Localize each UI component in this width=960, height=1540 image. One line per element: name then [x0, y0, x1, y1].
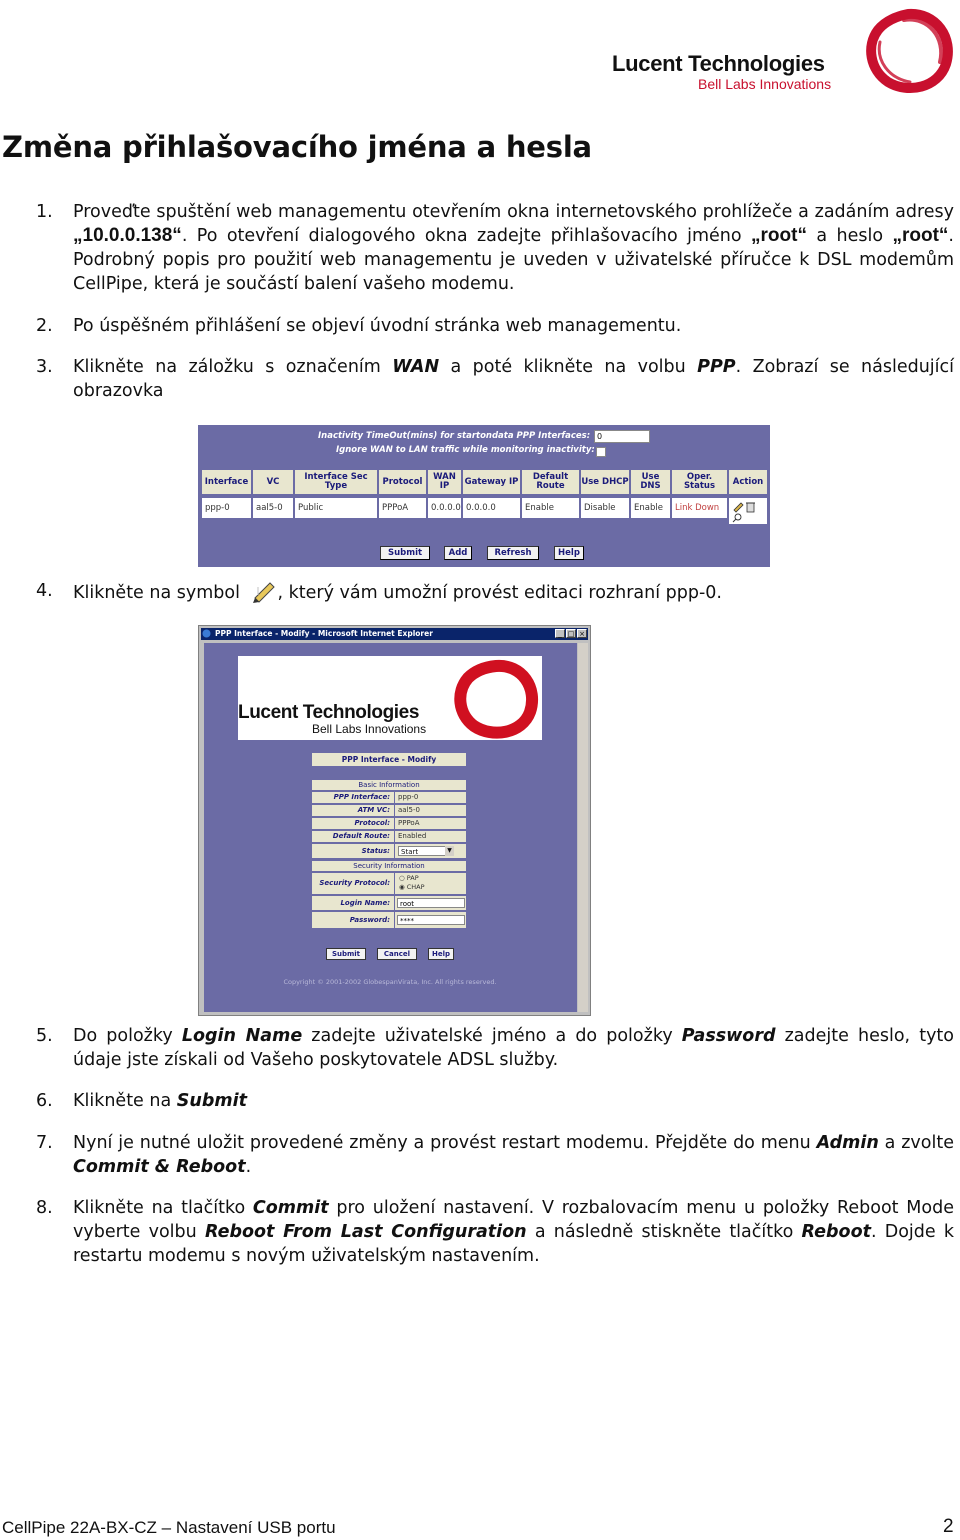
step-8	[0, 1196, 954, 1268]
lucent-ring-logo-icon	[858, 2, 958, 98]
table-cell: Public	[295, 498, 377, 518]
col-header: Use DHCP	[581, 470, 629, 494]
field-value: Enabled	[395, 831, 466, 842]
field-label: PPP Interface:	[312, 792, 394, 803]
step-text: Proveďte spuštění web managementu otevřením okna internetovského prohlížeče a zadáním adresy „10.0.0.138“. Po otevření dialogového okna zadejte přihlašovacího jméno „root“ a heslo „root“. Podrobný popis pro použití web managementu je uveden v uživatelské příručce k DSL modemům CellPipe, která je součástí balení vašeho modemu.	[73, 202, 954, 294]
timeout-input[interactable]: 0	[594, 430, 650, 443]
minimize-button[interactable]: _	[555, 629, 565, 638]
table-cell: Enable	[522, 498, 579, 518]
table-cell: 0.0.0.0	[463, 498, 520, 518]
cancel-button[interactable]: Cancel	[377, 948, 417, 960]
field-value: PPPoA	[395, 818, 466, 829]
col-header: Protocol	[379, 470, 426, 494]
step-text: Klikněte na Submit	[73, 1091, 247, 1111]
step-text: Klikněte na tlačítko Commit pro uložení nastavení. V rozbalovacím menu u položky Reboot Mode vyberte volbu Reboot From Last Configuration a následně stiskněte tlačítko Reboot. Dojde k restartu modemu s novým uživatelským nastavením.	[73, 1198, 955, 1266]
step-text: Po úspěšném přihlášení se objeví úvodní stránka web managementu.	[73, 316, 682, 336]
table-cell: Enable	[631, 498, 670, 518]
step-4	[0, 579, 954, 603]
col-header: WAN IP	[428, 470, 461, 494]
delete-trash-icon[interactable]	[746, 503, 755, 512]
security-options	[395, 873, 466, 894]
step-text: Klikněte na záložku s označením WAN a poté klikněte na volbu PPP. Zobrazí se následující obrazovka	[73, 357, 955, 401]
view-magnifier-icon[interactable]	[733, 514, 741, 522]
col-header: VC	[253, 470, 293, 494]
field-value: aal5-0	[395, 805, 466, 816]
timeout-label: Inactivity TimeOut(mins) for startondata PPP Interfaces:	[318, 431, 591, 441]
submit-button[interactable]: Submit	[380, 546, 430, 560]
step-number: 3.	[36, 357, 53, 377]
help-button[interactable]: Help	[428, 948, 454, 960]
action-cell	[729, 498, 767, 524]
oper-status-cell: Link Down	[672, 498, 727, 518]
field-label: Status:	[312, 844, 394, 858]
help-button[interactable]: Help	[554, 546, 584, 560]
status-select[interactable]: Start	[398, 846, 454, 856]
radio-chap[interactable]: ◉ CHAP	[399, 883, 425, 891]
ie-icon	[201, 628, 212, 639]
col-header: Interface Sec Type	[295, 470, 377, 494]
lucent-logo-banner	[238, 656, 542, 740]
col-header: Oper. Status	[672, 470, 727, 494]
section-security-info: Security Information	[312, 861, 466, 871]
field-label: Security Protocol:	[312, 873, 394, 894]
page-title: Změna přihlašovacího jména a hesla	[2, 130, 592, 164]
step-number: 7.	[36, 1133, 53, 1153]
field-label: Login Name:	[312, 896, 394, 910]
step-number: 6.	[36, 1091, 53, 1111]
table-cell: ppp-0	[202, 498, 251, 518]
col-header: Interface	[202, 470, 251, 494]
vertical-scrollbar[interactable]	[578, 643, 588, 1012]
radio-pap[interactable]: ○ PAP	[399, 874, 419, 882]
step-number: 1.	[36, 202, 53, 222]
field-label: ATM VC:	[312, 805, 394, 816]
refresh-button[interactable]: Refresh	[487, 546, 539, 560]
col-header: Use DNS	[631, 470, 670, 494]
step-text: Nyní je nutné uložit provedené změny a provést restart modemu. Přejděte do menu Admin a zvolte Commit & Reboot.	[73, 1133, 954, 1177]
step-7	[0, 1131, 954, 1179]
step-2	[0, 314, 954, 338]
step-6	[0, 1089, 954, 1113]
step-text: Klikněte na symbol , který vám umožní provést editaci rozhraní ppp-0.	[73, 579, 954, 605]
edit-pencil-icon[interactable]	[734, 503, 743, 512]
login-name-input[interactable]: root	[397, 898, 465, 908]
brand-sub: Bell Labs Innovations	[698, 76, 832, 92]
section-basic-info: Basic Information	[312, 780, 466, 790]
close-button[interactable]: ×	[577, 629, 587, 638]
header-logo	[612, 52, 831, 92]
step-number: 4.	[36, 581, 53, 601]
step-number: 2.	[36, 316, 53, 336]
col-header: Default Route	[522, 470, 579, 494]
form-title: PPP Interface - Modify	[312, 753, 466, 766]
submit-button[interactable]: Submit	[326, 948, 366, 960]
step-5	[0, 1024, 954, 1072]
maximize-button[interactable]: □	[567, 630, 575, 638]
chevron-down-icon[interactable]: ▼	[445, 846, 454, 856]
ignore-label: Ignore WAN to LAN traffic while monitoring inactivity:	[336, 445, 595, 455]
banner-brand-sub: Bell Labs Innovations	[312, 722, 427, 736]
edit-pencil-icon	[250, 579, 278, 603]
table-cell: 0.0.0.0	[428, 498, 461, 518]
step-1	[0, 200, 954, 296]
add-button[interactable]: Add	[444, 546, 472, 560]
field-label: Protocol:	[312, 818, 394, 829]
field-label: Password:	[312, 912, 394, 928]
table-cell: PPPoA	[379, 498, 426, 518]
step-3	[0, 355, 954, 403]
copyright-text: Copyright © 2001-2002 GlobespanVirata, Inc. All rights reserved.	[283, 978, 497, 986]
password-input[interactable]: ****	[397, 915, 465, 925]
col-header: Gateway IP	[463, 470, 520, 494]
table-cell: Disable	[581, 498, 629, 518]
step-number: 8.	[36, 1198, 53, 1218]
page-number: 2	[943, 1516, 954, 1537]
step-text: Do položky Login Name zadejte uživatelské jméno a do položky Password zadejte heslo, tyto údaje jste získali od Vašeho poskytovatele ADSL služby.	[73, 1026, 954, 1070]
window-title: PPP Interface - Modify - Microsoft Internet Explorer	[201, 628, 588, 640]
banner-brand-name: Lucent Technologies	[238, 702, 420, 723]
field-value: ppp-0	[395, 792, 466, 803]
col-header: Action	[729, 470, 767, 494]
footer-doc-name: CellPipe 22A-BX-CZ – Nastavení USB portu	[2, 1518, 336, 1537]
field-label: Default Route:	[312, 831, 394, 842]
lucent-ring-logo-icon	[452, 658, 540, 740]
ignore-checkbox[interactable]	[596, 447, 606, 457]
table-cell: aal5-0	[253, 498, 293, 518]
step-number: 5.	[36, 1026, 53, 1046]
brand-name: Lucent Technologies	[612, 51, 825, 76]
